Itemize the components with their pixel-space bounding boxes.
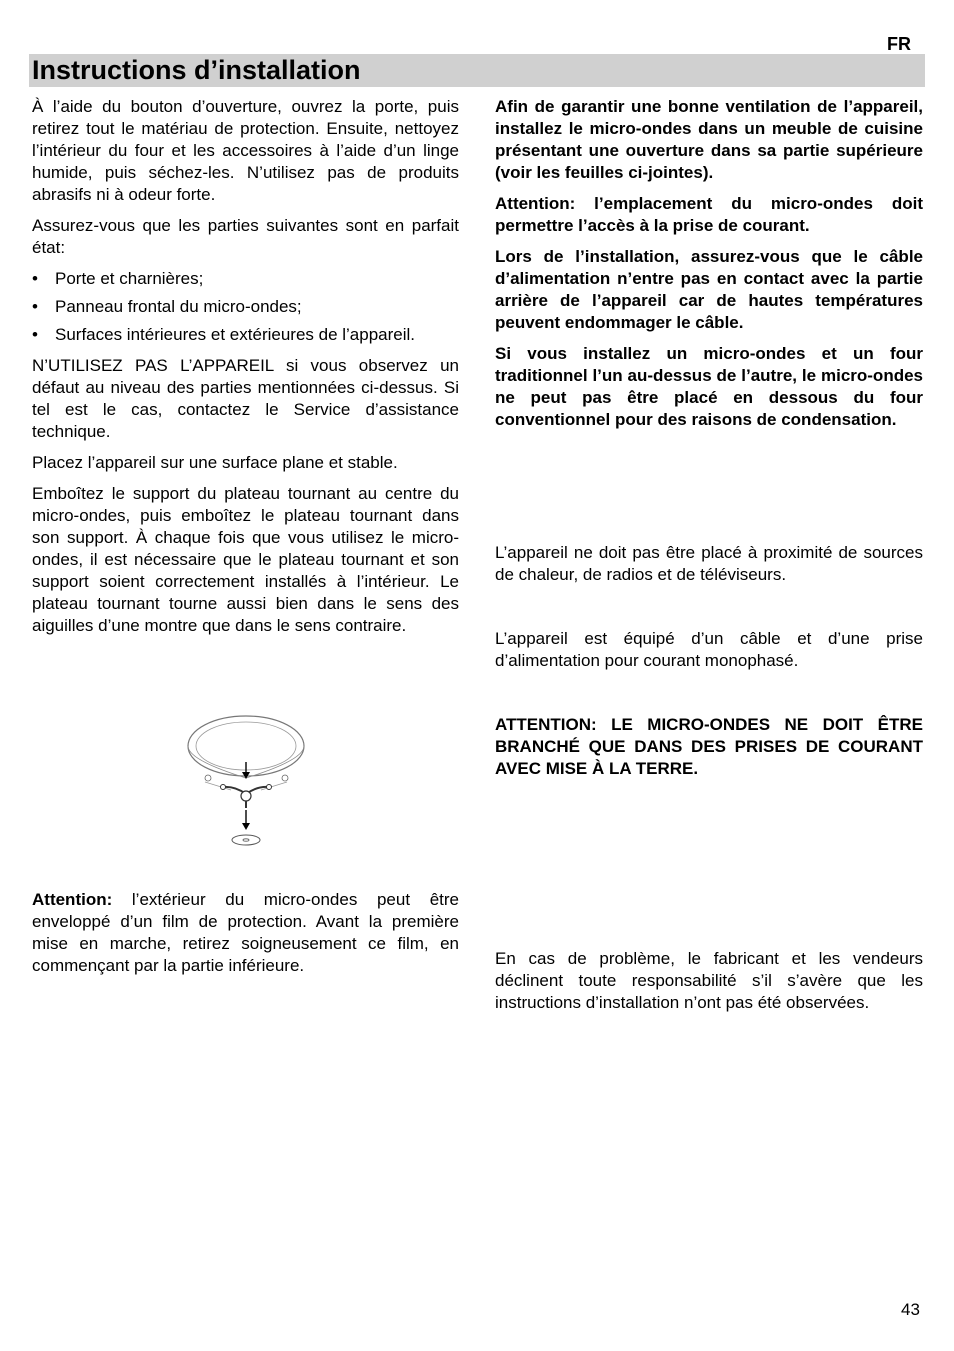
paragraph-single-phase: L’appareil est équipé d’un câble et d’une prise d’alimentation pour courant monophasé. [495, 629, 923, 670]
paragraph-turntable: Emboîtez le support du plateau tournant au centre du micro-ondes, puis emboîtez le plateau tournant dans son support. À chaque fois que vous utilisez le micro-ondes, il est nécessaire que le plateau tournant et son support soient correctement installés à l’intérieur. Le plateau tournant tourne aussi bien dans le sens des aiguilles d’une montre que dans le sens contraire. [32, 484, 459, 635]
paragraph-flat-surface: Placez l’appareil sur une surface plane et stable. [32, 453, 398, 472]
attention-text: l’extérieur du micro-ondes peut être enveloppé d’un film de protection. Avant la première mise en marche, retirez soigneusement ce film, en commençant par la partie inférieure. [32, 890, 459, 975]
paragraph-check-parts: Assurez-vous que les parties suivantes sont en parfait état: [32, 216, 459, 257]
language-code: FR [887, 34, 911, 54]
list-item: • Surfaces intérieures et extérieures de l’appareil. [32, 324, 459, 346]
left-column [32, 96, 459, 646]
paragraph-ventilation: Afin de garantir une bonne ventilation de l’appareil, installez le micro-ondes dans un meuble de cuisine présentant une ouverture dans sa partie supérieure (voir les feuilles ci-jointes). [495, 97, 923, 182]
paragraph-grounding-warning: ATTENTION: LE MICRO-ONDES NE DOIT ÊTRE BRANCHÉ QUE DANS DES PRISES DE COURANT AVEC MISE À LA TERRE. [495, 715, 923, 778]
attention-protective-film [32, 889, 459, 977]
parts-list [32, 268, 459, 346]
right-column [495, 96, 923, 440]
paragraph-do-not-use: N’UTILISEZ PAS L’APPAREIL si vous observez un défaut au niveau des parties mentionnées ci-dessus. Si tel est le cas, contactez le Service d’assistance technique. [32, 356, 459, 441]
paragraph-power-access: Attention: l’emplacement du micro-ondes doit permettre l’accès à la prise de courant. [495, 194, 923, 235]
paragraph-cable-contact: Lors de l’installation, assurez-vous que le câble d’alimentation n’entre pas en contact avec la partie arrière de l’appareil car de hautes températures peuvent endommager le câble. [495, 247, 923, 332]
turntable-assembly-illustration [183, 712, 309, 854]
list-item: • Porte et charnières; [32, 268, 459, 290]
page-title: Instructions d’installation [32, 55, 361, 85]
title-bar [29, 54, 925, 87]
list-item: • Panneau frontal du micro-ondes; [32, 296, 459, 318]
attention-label: Attention: [32, 890, 113, 909]
paragraph-open-door: À l’aide du bouton d’ouverture, ouvrez la porte, puis retirez tout le matériau de protection. Ensuite, nettoyez l’intérieur du four et les accessoires à l’aide d’un linge humide, puis séchez-les. N’utilisez pas de produits abrasifs ni à odeur forte. [32, 97, 459, 204]
paragraph-stacking: Si vous installez un micro-ondes et un four traditionnel l’un au-dessus de l’autre, le micro-ondes ne peut pas être placé en dessous du four conventionnel pour des raisons de condensation. [495, 344, 923, 429]
paragraph-heat-sources: L’appareil ne doit pas être placé à proximité de sources de chaleur, de radios et de téléviseurs. [495, 543, 923, 584]
page-number: 43 [901, 1300, 920, 1319]
paragraph-liability: En cas de problème, le fabricant et les vendeurs déclinent toute responsabilité s’il s’avère que les instructions d’installation n’ont pas été observées. [495, 949, 923, 1012]
